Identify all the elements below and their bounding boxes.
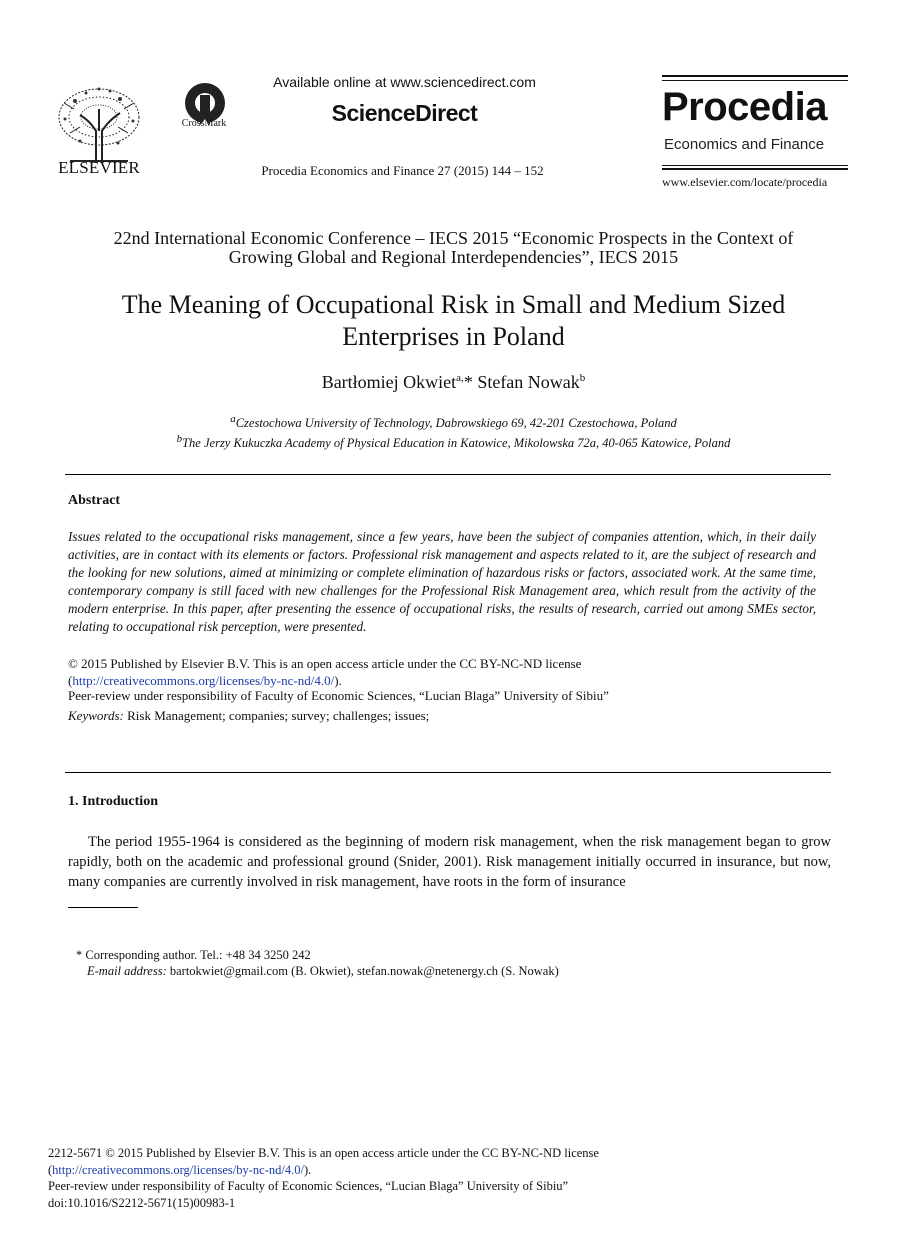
keywords: [68, 708, 828, 724]
procedia-rule: [662, 75, 848, 77]
footnote-rule: [68, 907, 138, 908]
procedia-rule: [662, 165, 848, 166]
issn-line: 2212-5671 © 2015 Published by Elsevier B.V. This is an open access article under the CC BY-NC-ND license: [48, 1146, 599, 1160]
corresponding-mark: *: [463, 372, 473, 392]
author-name: Stefan Nowak: [477, 372, 580, 392]
procedia-logo: Procedia: [662, 85, 827, 129]
email-note: [87, 964, 559, 979]
keywords-label: Keywords:: [68, 708, 124, 723]
elsevier-wordmark: ELSEVIER: [58, 158, 140, 177]
footer-license: [48, 1162, 848, 1179]
paren: ).: [334, 673, 342, 688]
author-affiliation-mark: b: [579, 372, 586, 384]
conference-line: 22nd International Economic Conference – IECS 2015 “Economic Prospects in the Context of: [113, 228, 794, 248]
title-line: The Meaning of Occupational Risk in Small and Medium Sized: [121, 290, 786, 319]
section-divider: [65, 474, 831, 475]
peer-review-statement: Peer-review under responsibility of Faculty of Economic Sciences, “Lucian Blaga” University of Sibiu”: [68, 688, 609, 703]
author-affiliation-mark: a,: [456, 372, 464, 384]
procedia-subtitle: Economics and Finance: [664, 136, 825, 153]
paren: (: [68, 673, 73, 688]
doi[interactable]: doi:10.1016/S2212-5671(15)00983-1: [48, 1195, 236, 1210]
license-statement: [68, 655, 828, 689]
title-line: Enterprises in Poland: [342, 322, 565, 351]
footer-license-link[interactable]: http://creativecommons.org/licenses/by-nc-nd/4.0/: [52, 1162, 304, 1177]
email-addresses: bartokwiet@gmail.com (B. Okwiet), stefan.nowak@netenergy.ch (S. Nowak): [166, 964, 559, 978]
email-label: E-mail address:: [87, 964, 167, 978]
affiliation-mark: b: [176, 433, 183, 446]
license-text: © 2015 Published by Elsevier B.V. This is an open access article under the CC BY-NC-ND license: [68, 656, 582, 671]
keywords-list: Risk Management; companies; survey; challenges; issues;: [123, 708, 430, 723]
affiliation-b: [60, 431, 847, 451]
paper-title: [60, 289, 847, 353]
license-link[interactable]: http://creativecommons.org/licenses/by-nc-nd/4.0/: [72, 673, 335, 688]
author-list: [60, 372, 847, 393]
author-name: Bartłomiej Okwiet: [321, 372, 457, 392]
procedia-rule: [662, 168, 848, 170]
paren: ).: [303, 1162, 312, 1177]
introduction-heading: 1. Introduction: [68, 794, 158, 809]
journal-citation: Procedia Economics and Finance 27 (2015) 144 – 152: [261, 163, 544, 178]
affiliation-mark: a: [230, 413, 236, 425]
conference-heading: [60, 229, 847, 267]
section-divider: [65, 772, 831, 773]
affiliation-text: The Jerzy Kukuczka Academy of Physical Education in Katowice, Mikolowska 72a, 40-065 Katowice, Poland: [182, 436, 731, 451]
corresponding-author-note: * Corresponding author. Tel.: +48 34 3250 242: [76, 948, 311, 962]
page-footer: [48, 1145, 848, 1211]
abstract-heading: Abstract: [68, 493, 121, 508]
crossmark-label: CrossMark: [181, 118, 227, 129]
procedia-rule: [662, 80, 848, 81]
procedia-url-link[interactable]: www.elsevier.com/locate/procedia: [662, 175, 828, 189]
footer-peer-review: Peer-review under responsibility of Faculty of Economic Sciences, “Lucian Blaga” University of Sibiu”: [48, 1179, 569, 1193]
abstract-body: Issues related to the occupational risks management, since a few years, have been the subject of companies attention, which, in their daily activities, are in contact with its elements or factors. Professional risk management and aspects related to it, are the subject of research and the looking for new solutions, aimed at minimizing or complete elimination of hazardous risks or factors, associated work. At the same time, contemporary company is still faced with new challenges for the Professional Risk Management area, which result from the activity of the modern enterprise. In this paper, after presenting the essence of occupational risks, the results of research, carried out among SMEs sector, relating to occupational risk perception, were presented.: [68, 529, 816, 634]
introduction-body: The period 1955-1964 is considered as the beginning of modern risk management, when the risk management began to grow rapidly, both on the academic and professional ground (Snider, 2001). Risk management initially occurred in insurance, but now, many companies are currently involved in risk management, have roots in the form of insurance: [68, 834, 831, 890]
sciencedirect-logo[interactable]: ScienceDirect: [331, 100, 478, 126]
affiliation-text: Czestochowa University of Technology, Dabrowskiego 69, 42-201 Czestochowa, Poland: [235, 416, 677, 431]
affiliation-a: [60, 411, 847, 431]
affiliations: [60, 411, 847, 451]
conference-line: Growing Global and Regional Interdependencies”, IECS 2015: [228, 247, 679, 267]
paren: (: [48, 1162, 53, 1177]
available-online-text: Available online at www.sciencedirect.com: [273, 74, 536, 90]
